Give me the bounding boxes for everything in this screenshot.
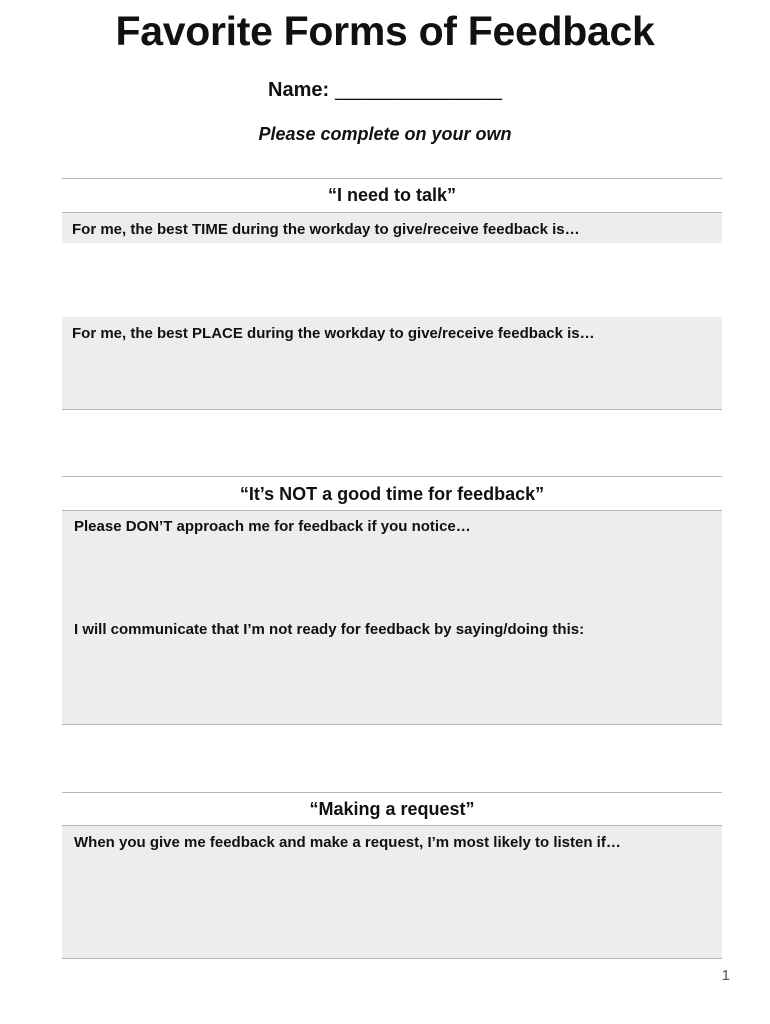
section-heading-making-request: “Making a request”	[309, 799, 475, 819]
section-divider	[62, 724, 722, 725]
instructions: Please complete on your own	[258, 124, 512, 144]
prompt-make-request: When you give me feedback and make a request, I’m most likely to listen if…	[74, 834, 621, 851]
name-field-row	[0, 79, 770, 102]
name-label: Name:	[268, 79, 330, 101]
section-divider	[62, 792, 722, 793]
prompt-best-place: For me, the best PLACE during the workday to give/receive feedback is…	[72, 325, 595, 342]
section-divider	[62, 178, 722, 179]
section-divider	[62, 409, 722, 410]
page-title: Favorite Forms of Feedback	[115, 8, 655, 54]
section-divider	[62, 476, 722, 477]
name-blank-line[interactable]: _______________	[335, 79, 502, 101]
prompt-communicate-not-ready: I will communicate that I’m not ready for feedback by saying/doing this:	[74, 621, 585, 638]
section-heading-need-to-talk: “I need to talk”	[327, 185, 457, 205]
prompt-best-time: For me, the best TIME during the workday to give/receive feedback is…	[72, 221, 580, 238]
prompt-box-not-good-time[interactable]	[62, 511, 722, 724]
prompt-dont-approach: Please DON’T approach me for feedback if you notice…	[74, 518, 471, 535]
section-heading-not-good-time: “It’s NOT a good time for feedback”	[239, 484, 545, 504]
section-divider	[62, 958, 722, 959]
page-number: 1	[721, 967, 730, 984]
